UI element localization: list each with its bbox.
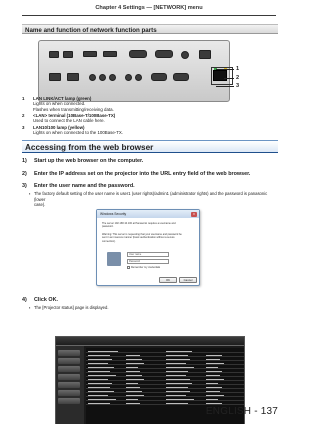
port-graphic (83, 51, 97, 57)
web-menu-button (58, 390, 80, 396)
web-row (86, 382, 244, 385)
step-2 (22, 171, 250, 177)
step-text: Start up the web browser on the computer. (34, 158, 144, 164)
item-number: 2 (22, 113, 25, 118)
step-text: Click OK. (34, 297, 58, 303)
port-graphic (63, 51, 73, 58)
web-sidebar (56, 346, 84, 424)
item-desc: Lights on when connected. (33, 101, 86, 107)
dialog-warning-line: sent in an insecure manner (basic authentication without a secure (102, 236, 175, 240)
item-title: LAN LINK/ACT lamp (green) (33, 96, 92, 101)
dialog-message (102, 222, 196, 229)
chapter-header: Chapter 4 Settings — [NETWORK] menu (22, 0, 276, 16)
port-graphic (129, 50, 147, 58)
web-row (86, 386, 244, 389)
web-row (86, 370, 244, 373)
section-title-text: Accessing from the web browser (25, 142, 154, 152)
port-graphic (173, 73, 189, 81)
item-number: 1 (22, 96, 25, 101)
step-number: 4) (22, 297, 27, 303)
port-graphic (125, 74, 132, 81)
port-graphic (109, 74, 116, 81)
step-4 (22, 297, 58, 303)
step-3 (22, 183, 135, 189)
lan-port-graphic (213, 70, 227, 81)
step-text: Enter the user name and the password. (34, 183, 135, 189)
web-row (86, 350, 244, 353)
dialog-warning (102, 233, 196, 243)
port-graphic (151, 73, 167, 81)
step-number: 2) (22, 171, 27, 177)
ok-button[interactable]: OK (159, 277, 177, 283)
callout-line-3 (216, 86, 234, 87)
port-graphic (49, 73, 61, 81)
port-graphic (103, 51, 117, 57)
web-row (86, 354, 244, 357)
section-title-text: Name and function of network function parts (25, 26, 157, 34)
section-title-network-parts (22, 24, 278, 34)
port-graphic (49, 51, 59, 58)
web-menu-button (58, 366, 80, 372)
remember-credentials-checkbox[interactable] (127, 266, 160, 269)
callout-number-1: 1 (236, 66, 240, 72)
step-1 (22, 158, 143, 164)
web-row (86, 362, 244, 365)
step-number: 3) (22, 183, 27, 189)
page-number: ENGLISH - 137 (205, 406, 278, 417)
credential-fields (127, 252, 191, 273)
web-row (86, 402, 244, 405)
cancel-button[interactable]: Cancel (179, 277, 197, 283)
item-desc: Used to connect the LAN cable here. (33, 118, 105, 124)
callout-line-2 (224, 78, 234, 79)
port-graphic (135, 74, 142, 81)
dialog-message-line: The server 192.168.10.100 at Panasonic requires a username and (102, 222, 176, 225)
password-field[interactable]: Password (127, 259, 169, 264)
port-graphic (155, 50, 173, 58)
item-title: LAN10/100 lamp (yellow) (33, 125, 85, 130)
item-title: <LAN> terminal (10Base-T/100Base-TX) (33, 113, 116, 118)
web-row (86, 398, 244, 401)
section-title-web-browser (22, 140, 278, 153)
web-menu-button (58, 382, 80, 388)
web-row (86, 378, 244, 381)
callout-number-2: 2 (236, 75, 240, 81)
note-line: The [Projector status] page is displayed. (34, 305, 109, 310)
note-line: The factory default setting of the user name is user1 (user rights)/admin1 (administrator rights) and the password is panasonic (lower (34, 191, 268, 202)
username-field[interactable]: User name (127, 252, 169, 257)
dialog-message-line: password. (102, 225, 114, 229)
web-row (86, 394, 244, 397)
callout-line-1 (216, 69, 234, 70)
user-avatar-icon (107, 252, 121, 266)
step-3-note (34, 191, 274, 208)
web-menu-button (58, 398, 80, 404)
web-header-bar (56, 337, 245, 346)
web-row (86, 390, 244, 393)
item-desc: Flashes when transmitting/receiving data. (33, 106, 114, 112)
port-graphic (67, 73, 79, 81)
web-row (86, 374, 244, 377)
step-4-note (34, 305, 274, 311)
checkbox-icon (127, 266, 130, 269)
step-text: Enter the IP address set on the projector into the URL entry field of the web browser. (34, 171, 251, 177)
port-graphic (199, 50, 211, 59)
web-menu-button (58, 358, 80, 364)
callout-number-3: 3 (236, 83, 240, 89)
checkbox-label: Remember my credentials (131, 266, 161, 270)
dialog-warning-line: connection). (102, 239, 116, 243)
item-desc: Lights on when connected to the 100Base-TX. (33, 130, 124, 136)
windows-security-dialog (96, 209, 200, 286)
web-menu-button (58, 374, 80, 380)
dialog-title: Windows Security (97, 210, 199, 218)
note-line: case). (34, 202, 46, 208)
item-number: 3 (22, 125, 25, 130)
dialog-warning-line: Warning: This server is requesting that your username and password be (102, 233, 182, 236)
close-icon[interactable]: x (191, 212, 197, 217)
port-graphic (89, 74, 96, 81)
web-row (86, 366, 244, 369)
web-menu-button (58, 350, 80, 356)
step-number: 1) (22, 158, 27, 164)
web-row (86, 358, 244, 361)
projector-panel-illustration (38, 40, 230, 102)
port-graphic (181, 51, 189, 59)
port-graphic (99, 74, 106, 81)
